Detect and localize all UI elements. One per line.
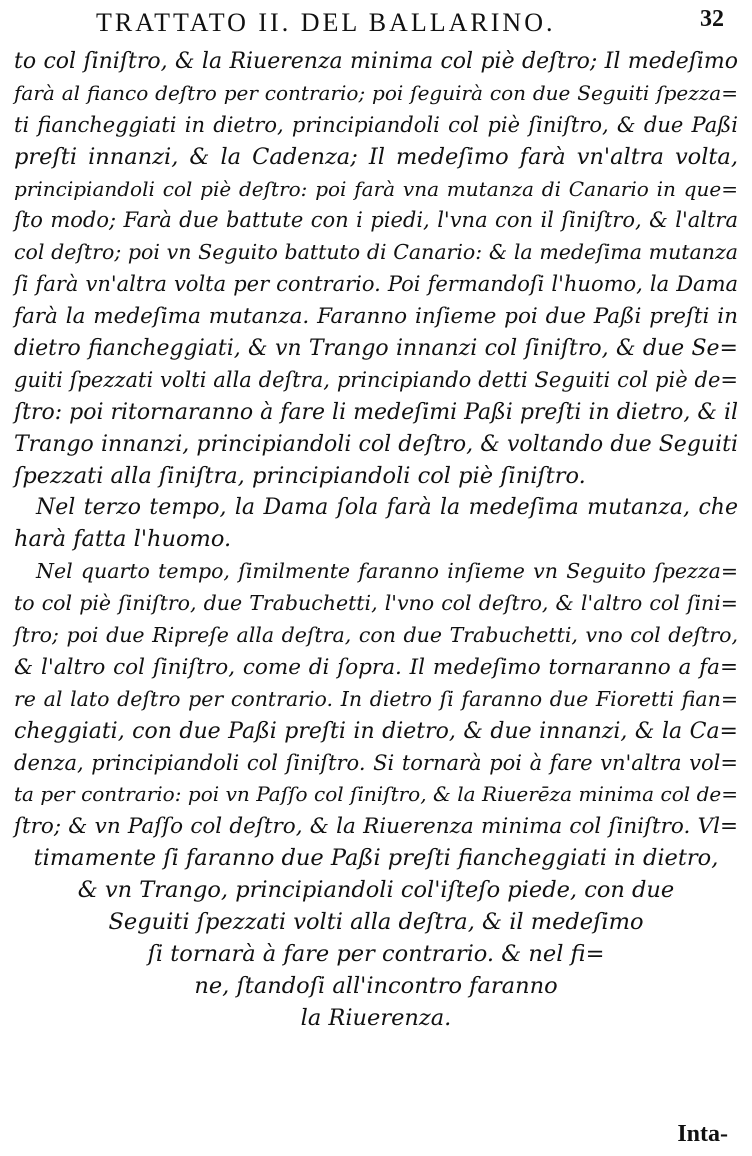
text-line: guiti ſpezzati volti alla deſtra, principiando detti Seguiti col piè de= [14,367,738,392]
page-header [0,6,752,40]
text-line: ſtro; & vn Paſſo col deſtro, & la Riuerenza minima col ſiniſtro. Vl= [14,814,738,840]
text-line: col deſtro; poi vn Seguito battuto di Canario: & la medeſima mutanza [14,240,738,265]
body-text [14,46,738,1035]
text-line: denza, principiandoli col ſiniſtro. Si tornarà poi à fare vn'altra vol= [14,750,738,775]
text-line: re al lato deſtro per contrario. In dietro ſi faranno due Fioretti fian= [14,686,738,711]
text-line: preſti innanzi, & la Cadenza; Il medeſimo farà vn'altra volta, [14,143,738,170]
text-line-tapered: & vn Trango, principiandoli col'iſteſo piede, con due [77,877,675,904]
text-line-tapered: ne, ſtandoſi all'incontro faranno [194,972,558,999]
catchword: Inta- [677,1121,728,1147]
text-line: ſtro; poi due Ripreſe alla deſtra, con due Trabuchetti, vno col deſtro, [14,623,738,648]
text-line: ſtro: poi ritornaranno à fare li medeſimi Paßi preſti in dietro, & il [14,399,739,425]
text-line: harà fatta l'huomo. [14,526,232,553]
text-line-tapered: ſi tornarà à fare per contrario. & nel fi= [147,940,605,967]
text-line: ſpezzati alla ſiniſtra, principiandoli col piè ſiniſtro. [14,462,586,489]
text-line-tapered: Seguiti ſpezzati volti alla deſtra, & il medeſimo [108,909,644,936]
running-title: TRATTATO II. DEL BALLARINO. [96,8,556,37]
text-line: Trango innanzi, principiandoli col deſtro, & voltando due Seguiti [14,431,738,457]
text-line: farà la medeſima mutanza. Faranno inſieme poi due Paßi preſti in [14,304,738,330]
text-line: ſto modo; Farà due battute con i piedi, l'vna con il ſiniſtro, & l'altra [14,208,738,233]
paragraph-first-line: Nel quarto tempo, ſimilmente faranno inſieme vn Seguito ſpezza= [36,559,738,584]
paragraph-first-line: Nel terzo tempo, la Dama ſola farà la medeſima mutanza, che [36,495,738,521]
text-line: cheggiati, con due Paßi preſti in dietro, & due innanzi, & la Ca= [14,718,738,744]
text-line: ta per contrario: poi vn Paſſo col ſiniſtro, & la Riuerēza minima col de= [14,782,738,807]
text-line: to col piè ſiniſtro, due Trabuchetti, l'vno col deſtro, & l'altro col ſini= [14,591,738,616]
page-number: 32 [700,6,724,32]
text-line-tapered: timamente ſi faranno due Paßi preſti fiancheggiati in dietro, [33,845,719,872]
text-line: ti fiancheggiati in dietro, principiandoli col piè ſiniſtro, & due Paßi [14,112,738,137]
text-line: ſi farà vn'altra volta per contrario. Poi fermandoſi l'huomo, la Dama [14,272,738,297]
text-line: dietro fiancheggiati, & vn Trango innanzi col ſiniſtro, & due Se= [14,336,738,362]
text-line-tapered: la Riuerenza. [300,1004,452,1031]
text-line: farà al fianco deſtro per contrario; poi ſeguirà con due Seguiti ſpezza= [14,80,738,105]
text-line: principiandoli col piè deſtro: poi farà vna mutanza di Canario in que= [14,176,738,201]
text-line: & l'altro col ſiniſtro, come di ſopra. Il medeſimo tornaranno a fa= [14,654,738,680]
text-line: to col ſiniſtro, & la Riuerenza minima col piè deſtro; Il medeſimo [14,49,738,74]
